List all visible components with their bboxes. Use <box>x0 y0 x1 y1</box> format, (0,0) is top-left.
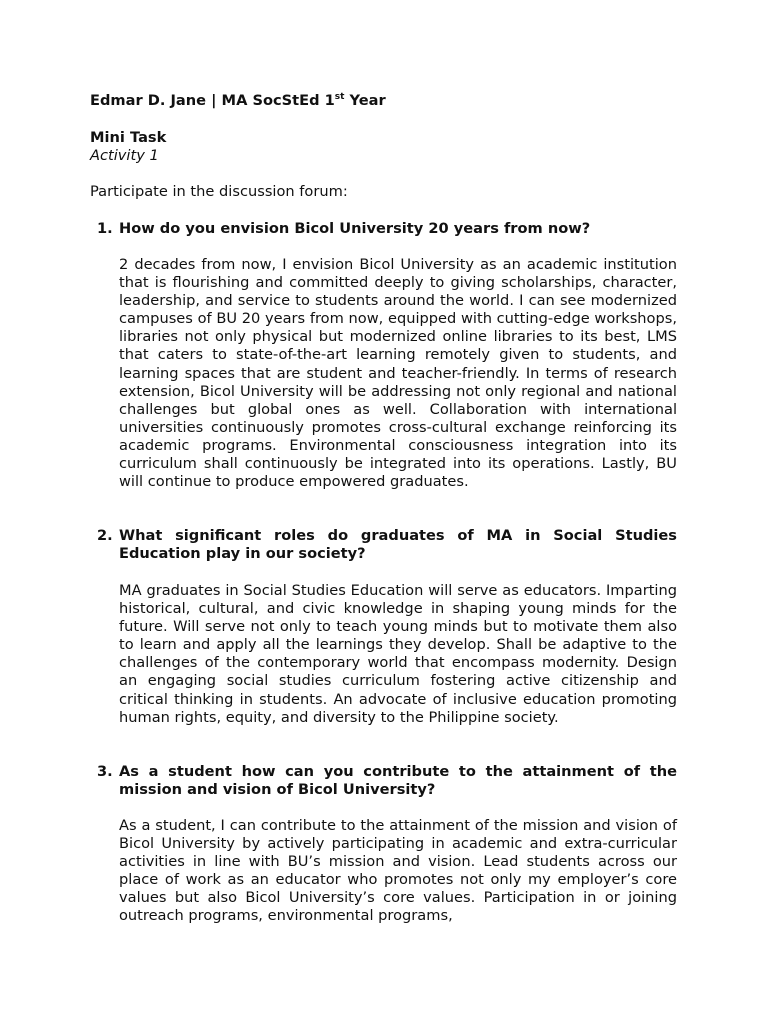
task-title: Mini Task <box>90 129 167 146</box>
answer-1: 2 decades from now, I envision Bicol University as an academic institution that is flourishing and committed deeply to giving scholarships, character, leadership, and service to students around the world. I can see modernized campuses of BU 20 years from now, equipped with cutting-edge workshops, libraries not only physical but modernized online libraries to its best, LMS that caters to state-of-the-art learning remotely given to students, and learning spaces that are student and teacher-friendly. In terms of research extension, Bicol University will be addressing not only regional and national challenges but global ones as well. Collaboration with international universities continuously promotes cross-cultural exchange reinforcing its academic programs. Environmental consciousness integration into its curriculum shall continuously be integrated into its operations. Lastly, BU will continue to produce empowered graduates. <box>119 256 677 491</box>
header-superscript: st <box>334 92 345 102</box>
question-1 <box>90 220 677 238</box>
activity-label: Activity 1 <box>90 147 159 164</box>
header-name: Edmar D. Jane | MA SocStEd 1 <box>90 92 335 109</box>
question-2-number: 2. <box>97 527 113 544</box>
document-header <box>90 92 386 110</box>
question-2-text: What significant roles do graduates of MA in Social Studies Education play in our society? <box>119 527 677 563</box>
question-2 <box>90 527 677 563</box>
question-3-text: As a student how can you contribute to the attainment of the mission and vision of Bicol University? <box>119 763 677 799</box>
answer-3: As a student, I can contribute to the attainment of the mission and vision of Bicol University by actively participating in academic and extra-curricular activities in line with BU’s mission and vision. Lead students across our place of work as an educator who promotes not only my employer’s core values but also Bicol University’s core values. Participation in or joining outreach programs, environmental programs, <box>119 817 677 925</box>
question-1-text: How do you envision Bicol University 20 years from now? <box>119 220 591 237</box>
header-year: Year <box>344 92 386 109</box>
question-3 <box>90 763 677 799</box>
answer-2: MA graduates in Social Studies Education will serve as educators. Imparting historical, cultural, and civic knowledge in shaping young minds for the future. Will serve not only to teach young minds but to motivate them also to learn and apply all the learnings they develop. Shall be adaptive to the challenges of the contemporary world that encompass modernity. Design an engaging social studies curriculum fostering active citizenship and critical thinking in students. An advocate of inclusive education promoting human rights, equity, and diversity to the Philippine society. <box>119 582 677 726</box>
intro-text: Participate in the discussion forum: <box>90 183 348 200</box>
question-1-number: 1. <box>97 220 113 237</box>
question-3-number: 3. <box>97 763 113 780</box>
